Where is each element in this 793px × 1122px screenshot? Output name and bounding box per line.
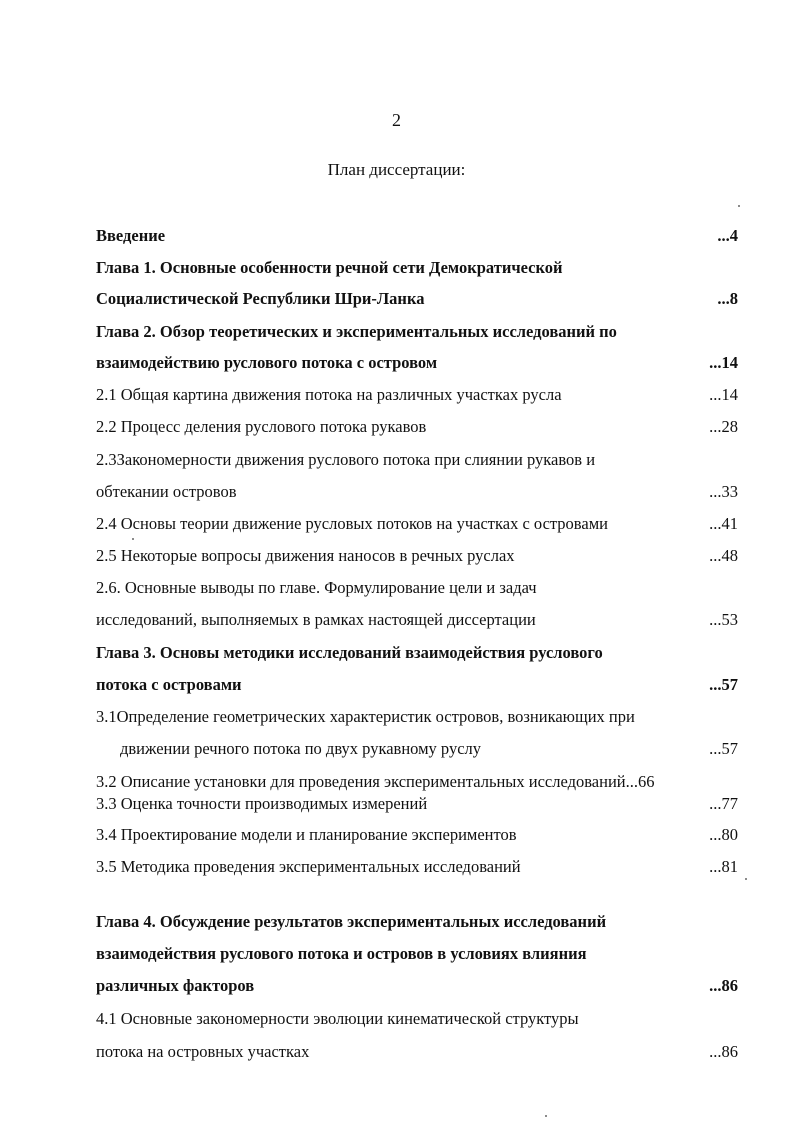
toc-line — [96, 855, 738, 879]
toc-entry-text: 3.5 Методика проведения экспериментальных исследований — [96, 857, 521, 876]
toc-entry-text: потока на островных участках — [96, 1042, 310, 1061]
toc-entry-text: Глава 3. Основы методики исследований взаимодействия руслового — [96, 643, 603, 662]
toc-entry-text: исследований, выполняемых в рамках настоящей диссертации — [96, 610, 536, 629]
toc-line — [96, 608, 738, 632]
scan-speck — [545, 1115, 547, 1117]
toc-line — [96, 480, 738, 504]
toc-entry-text: различных факторов — [96, 976, 255, 995]
toc-entry-page: ...86 — [709, 976, 738, 995]
toc-entry-text: 3.2 Описание установки для проведения экспериментальных исследований...66 — [96, 772, 655, 791]
toc-entry-page: ...41 — [709, 514, 738, 533]
toc-line — [96, 823, 738, 847]
toc-entry-page: ...57 — [709, 739, 738, 758]
toc-entry-text: 3.3 Оценка точности производимых измерений — [96, 794, 428, 813]
page-number: 2 — [392, 110, 401, 130]
toc-entry-text: 2.3Закономерности движения руслового потока при слиянии рукавов и — [96, 450, 596, 469]
toc-entry-page: ...14 — [709, 353, 738, 372]
toc-line — [96, 224, 738, 248]
toc-entry-text: Введение — [96, 226, 166, 245]
toc-line — [96, 576, 738, 600]
toc-entry-page: ...77 — [709, 794, 738, 813]
toc-entry-text: 4.1 Основные закономерности эволюции кинематической структуры — [96, 1009, 579, 1028]
toc-entry-text: 2.2 Процесс деления руслового потока рукавов — [96, 417, 427, 436]
toc-entry-page: ...8 — [717, 289, 738, 308]
toc-line — [96, 942, 738, 966]
toc-entry-text: 2.6. Основные выводы по главе. Формулирование цели и задач — [96, 578, 537, 597]
toc-entry-page: ...53 — [709, 610, 738, 629]
toc-entry-text: Глава 4. Обсуждение результатов экспериментальных исследований — [96, 912, 607, 931]
toc-entry-page: ...33 — [709, 482, 738, 501]
toc-line — [96, 1007, 738, 1031]
toc-entry-text: 2.4 Основы теории движение русловых потоков на участках с островами — [96, 514, 608, 533]
toc-entry-page: ...14 — [709, 385, 738, 404]
toc-line — [96, 383, 738, 407]
toc-entry-page: ...4 — [717, 226, 738, 245]
toc-entry-page: ...57 — [709, 675, 738, 694]
toc-entry-text: 2.5 Некоторые вопросы движения наносов в речных руслах — [96, 546, 515, 565]
toc-line — [96, 641, 738, 665]
plan-title: План диссертации: — [327, 160, 466, 179]
toc-entry-text: 3.1Определение геометрических характеристик островов, возникающих при — [96, 707, 635, 726]
toc-line — [96, 705, 738, 729]
toc-entry-text: обтекании островов — [96, 482, 237, 501]
toc-line — [96, 910, 738, 934]
toc-line — [96, 351, 738, 375]
toc-line — [96, 256, 738, 280]
toc-entry-text: взаимодействия руслового потока и островов в условиях влияния — [96, 944, 587, 963]
toc-entry-text: 2.1 Общая картина движения потока на различных участках русла — [96, 385, 562, 404]
toc-entry-page: ...48 — [709, 546, 738, 565]
scan-speck — [745, 878, 747, 880]
toc-line — [96, 770, 738, 794]
toc-entry-text: Глава 1. Основные особенности речной сети Демократической — [96, 258, 563, 277]
toc-line — [96, 737, 738, 761]
toc-line — [96, 415, 738, 439]
toc-entry-page: ...81 — [709, 857, 738, 876]
toc-entry-page: ...86 — [709, 1042, 738, 1061]
toc-entry-page: ...28 — [709, 417, 738, 436]
toc-line — [96, 673, 738, 697]
scan-speck — [738, 205, 740, 207]
toc-entry-page: ...80 — [709, 825, 738, 844]
toc-entry-text: Социалистической Республики Шри-Ланка — [96, 289, 425, 308]
toc-entry-text: движении речного потока по двух рукавному руслу — [120, 739, 482, 758]
toc-line — [96, 974, 738, 998]
toc-entry-text: 3.4 Проектирование модели и планирование экспериментов — [96, 825, 517, 844]
toc-line — [96, 1040, 738, 1064]
toc-line — [96, 448, 738, 472]
toc-entry-text: Глава 2. Обзор теоретических и экспериментальных исследований по — [96, 322, 617, 341]
scan-speck — [132, 538, 134, 540]
toc-entry-text: взаимодействию руслового потока с островом — [96, 353, 438, 372]
toc-line — [96, 792, 738, 816]
toc-line — [96, 287, 738, 311]
toc-line — [96, 512, 738, 536]
toc-entry-text: потока с островами — [96, 675, 242, 694]
toc-line — [96, 320, 738, 344]
toc-line — [96, 544, 738, 568]
